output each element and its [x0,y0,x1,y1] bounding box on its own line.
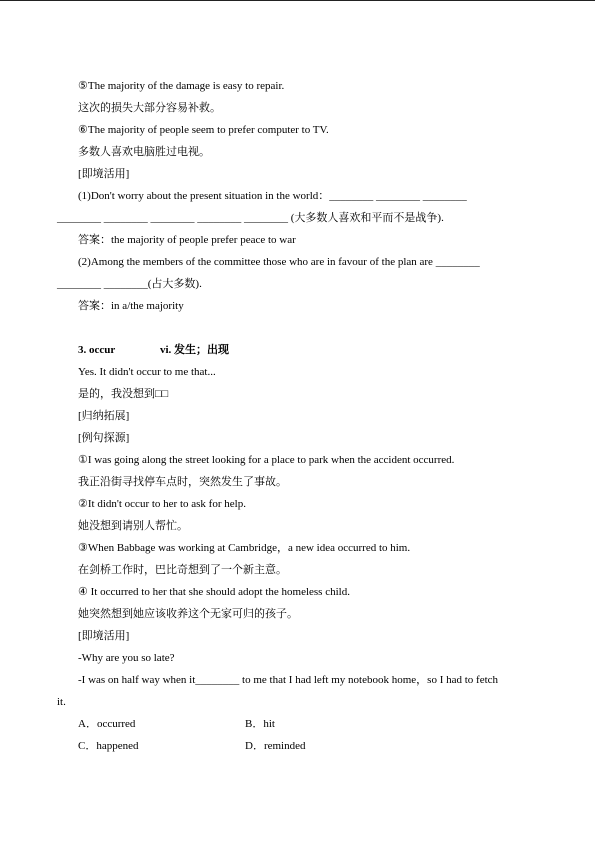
example-5-english: ⑤The majority of the damage is easy to repair. [78,80,285,92]
question-2-line-1: (2)Among the members of the committee those who are in favour of the plan are ________ [78,256,480,268]
intro-english: Yes. It didn't occur to me that... [78,366,216,378]
occur-example-1-english: ①I was going along the street looking for a place to park when the accident occurred. [78,454,455,466]
option-a: A．occurred [78,718,136,730]
dialog-answer-line-1: -I was on half way when it________ to me that I had left my notebook home，so I had to fetch [78,674,499,686]
question-1-line-2: ________ ________ ________ ________ ________ (大多数人喜欢和平而不是战争). [57,212,444,224]
occur-example-2-chinese: 她没想到请别人帮忙。 [78,520,188,532]
answer-1: 答案：the majority of people prefer peace to war [78,234,296,246]
occur-example-1-chinese: 我正沿街寻找停车点时，突然发生了事故。 [78,476,287,488]
practice-heading-2: [即境活用] [78,630,130,642]
example-5-chinese: 这次的损失大部分容易补救。 [78,102,221,114]
question-1-line-1: (1)Don't worry about the present situation in the world：________ ________ ________ [78,190,467,202]
practice-heading-1: [即境活用] [78,168,130,180]
option-c: C．happened [78,740,139,752]
example-6-english: ⑥The majority of people seem to prefer computer to TV. [78,124,329,136]
heading-examples: [例句探源] [78,432,130,444]
intro-chinese: 是的，我没想到□□ [78,388,169,400]
heading-summary: [归纳拓展] [78,410,130,422]
occur-example-2-english: ②It didn't occur to her to ask for help. [78,498,246,510]
occur-example-4-english: ④ It occurred to her that she should adopt the homeless child. [78,586,350,598]
example-6-chinese: 多数人喜欢电脑胜过电视。 [78,146,210,158]
top-border-line [0,0,595,1]
option-d: D．reminded [245,740,306,752]
section-part-of-speech: vi. 发生；出现 [160,344,230,356]
section-word: 3. occur [78,344,116,356]
option-b: B．hit [245,718,275,730]
dialog-answer-line-2: it. [57,696,66,708]
dialog-question: -Why are you so late? [78,652,175,664]
occur-example-3-english: ③When Babbage was working at Cambridge，a new idea occurred to him. [78,542,411,554]
question-2-line-2: ________ ________(占大多数). [57,278,202,290]
occur-example-4-chinese: 她突然想到她应该收养这个无家可归的孩子。 [78,608,298,620]
answer-2: 答案：in a/the majority [78,300,184,312]
occur-example-3-chinese: 在剑桥工作时，巴比奇想到了一个新主意。 [78,564,287,576]
